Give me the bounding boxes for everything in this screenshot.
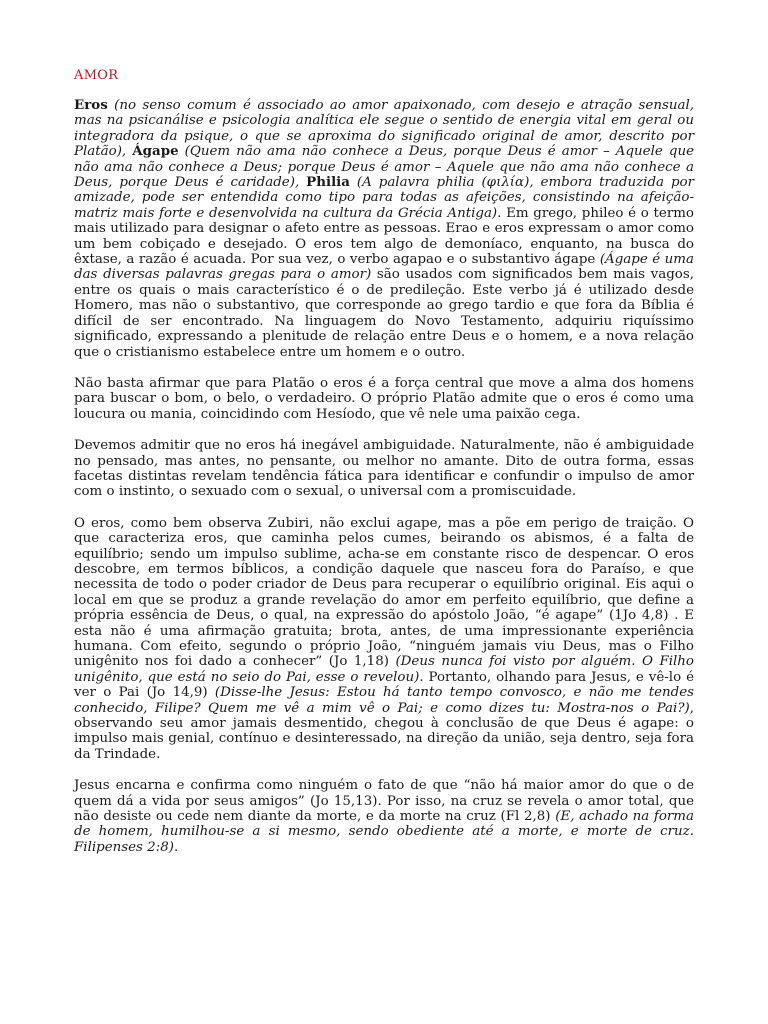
document-title: AMOR [74, 68, 119, 83]
paragraph-5-quote: (E, achado na forma de homem, humilhou-se a si mesmo, sendo obediente até a morte, e morte de cruz. Filipenses 2:8) [74, 809, 694, 855]
paragraph-5-text-end: . [173, 839, 179, 855]
term-agape: Ágape [132, 143, 179, 160]
paragraph-2: Não basta afirmar que para Platão o eros é a força central que move a alma dos homens para buscar o bom, o belo, o verdadeiro. O próprio Platão admite que o eros é como uma loucura ou mania, coincidindo com Hesíodo, que vê nele uma paixão cega. [74, 375, 694, 422]
term-philia: Philia [306, 174, 350, 191]
paragraph-4-text: O eros, como bem observa Zubiri, não exclui agape, mas a põe em perigo de traição. O que caracteriza eros, que caminha pelos cumes, beirando os abismos, é a falta de equilíbrio; sendo um impulso sublime, acha-se em constante risco de despencar. O eros descobre, em termos bíblicos, a condição daquele que nasceu fora do Paraíso, e que necessita de todo o poder criador de Deus para recuperar o equilíbrio original. Eis aqui o local em que se produz a grande revelação do amor em perfeito equilíbrio, que define a própria essência de Deus, o qual, na expressão do apóstolo João, “é agape” (1Jo 4,8) . E esta não é uma afirmação gratuita; brota, antes, de uma impressionante experiência humana. Com efeito, segundo o próprio João, “ninguém jamais viu Deus, mas o Filho unigênito nos foi dado a conhecer” (Jo 1,18) [74, 515, 694, 670]
paragraph-4-text-mid: . Portanto, olhando para Jesus, e vê-lo é ver o Pai (Jo 14,9) [74, 669, 694, 701]
paragraph-5 [74, 778, 694, 855]
agape-description: (Quem não ama não conhece a Deus, porque Deus é amor – Aquele que não ama não conhece a Deus; porque Deus é amor – Aquele que não ama não conhece a Deus, porque Deus é caridade), [74, 144, 694, 191]
paragraph-3: Devemos admitir que no eros há inegável ambiguidade. Naturalmente, não é ambiguidade no pensado, mas antes, no pensante, ou melhor no amante. Dito de outra forma, essas facetas distintas revelam tendência fática para identificar e confundir o impulso de amor com o instinto, o sexuado com o sexual, o universal com a promiscuidade. [74, 438, 694, 500]
term-eros: Eros [74, 97, 108, 113]
paragraph-1-text-end: são usados com significados bem mais vagos, entre os quais o mais característico é o de predileção. Este verbo já é utilizado desde Homero, mas não o substantivo, que corresponde ao grego tardio e que fora da Bíblia é difícil de ser encontrado. Na linguagem do Novo Testamento, adquiriu riquíssimo significado, expressando a plenitude de relação entre Deus e o homem, e a nova relação que o cristianismo estabelece entre um homem e o outro. [74, 267, 694, 360]
paragraph-4 [74, 516, 694, 763]
paragraph-4-quote-2: (Disse-lhe Jesus: Estou há tanto tempo convosco, e não me tendes conhecido, Filipe? Quem me vê a mim vê o Pai; e como dizes tu: Mostra-nos o Pai?) [74, 685, 694, 716]
paragraph-4-quote-1: (Deus nunca foi visto por alguém. O Filho unigênito, que está no seio do Pai, esse o revelou) [74, 654, 694, 685]
philia-description: (A palavra philia (φιλία), embora traduzida por amizade, pode ser entendida como tipo para todas as afeições, consistindo na afeição-matriz mais forte e desenvolvida na cultura da Grécia Antiga) [74, 175, 694, 221]
document-body [74, 98, 694, 871]
paragraph-4-text-end: , observando seu amor jamais desmentido, chegou à conclusão de que Deus é agape: o impulso mais genial, contínuo e desinteressado, na direção da união, seja dentro, seja fora da Trindade. [74, 700, 694, 762]
eros-description: (no senso comum é associado ao amor apaixonado, com desejo e atração sensual, mas na psicanálise e psicologia analítica ele segue o sentido de energia vital em geral ou integradora da psique, o que se aproxima do significado original de amor, descrito por Platão), [74, 98, 694, 160]
paragraph-1 [74, 98, 694, 360]
agape-note: (Ágape é uma das diversas palavras gregas para o amor) [74, 252, 694, 283]
paragraph-5-text: Jesus encarna e confirma como ninguém o fato de que “não há maior amor do que o de quem dá a vida por seus amigos” (Jo 15,13). Por isso, na cruz se revela o amor total, que não desiste ou cede nem diante da morte, e da morte na cruz (Fl 2,8) [74, 778, 694, 825]
paragraph-1-text: . Em grego, phileo é o termo mais utilizado para designar o afeto entre as pessoas. Erao e eros expressam o amor como um bem cobiçado e desejado. O eros tem algo de demoníaco, enquanto, na busca do êxtase, a razão é acuada. Por sua vez, o verbo agapao e o substantivo ágape [74, 205, 694, 268]
